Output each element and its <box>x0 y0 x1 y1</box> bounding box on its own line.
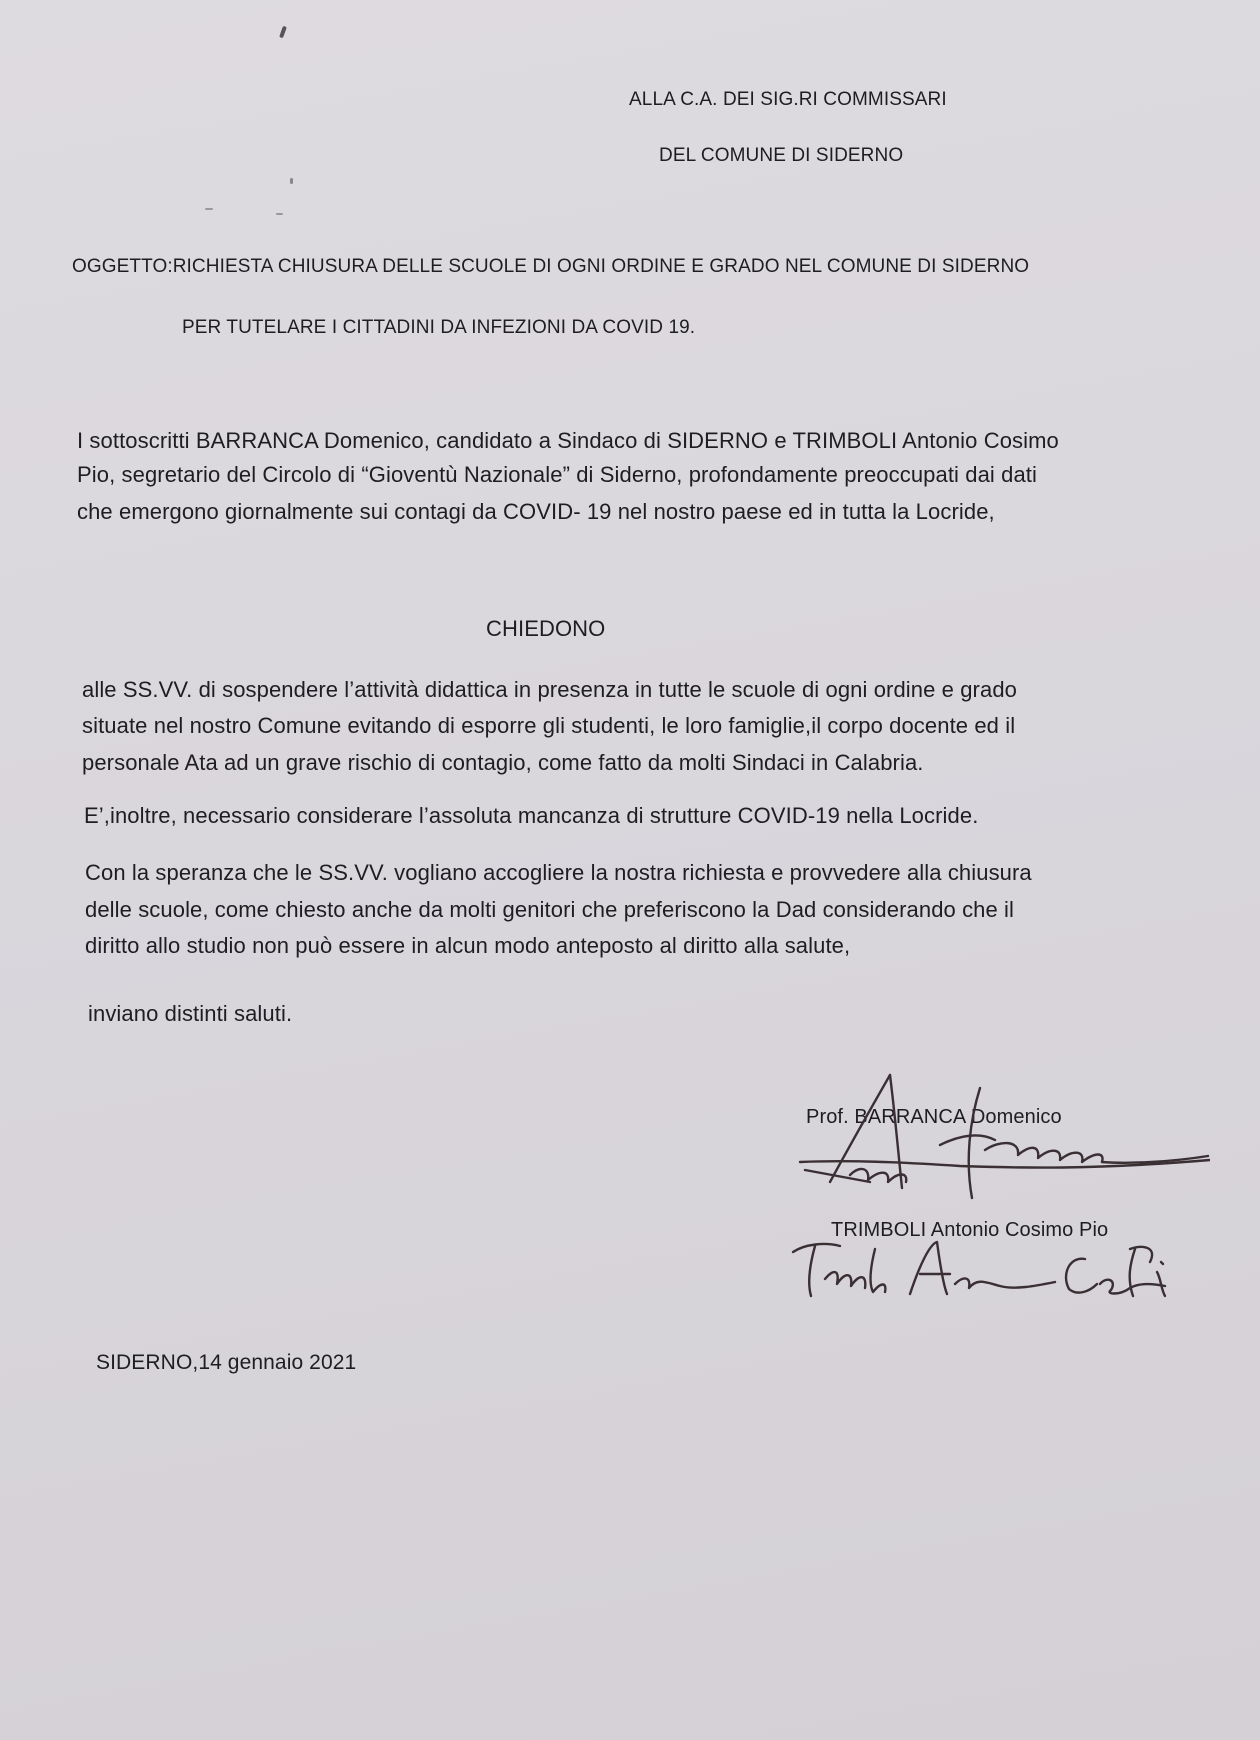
signatory-2-name: TRIMBOLI Antonio Cosimo Pio <box>831 1219 1109 1241</box>
place-date: SIDERNO,14 gennaio 2021 <box>96 1351 357 1374</box>
hope-line-2: delle scuole, come chiesto anche da molti genitori che preferiscono la Dad considerando che il <box>85 897 1015 922</box>
scan-speck <box>205 208 213 210</box>
intro-line-1: I sottoscritti BARRANCA Domenico, candidato a Sindaco di SIDERNO e TRIMBOLI Antonio Cosimo <box>77 428 1059 453</box>
subject-line-1: OGGETTO:RICHIESTA CHIUSURA DELLE SCUOLE DI OGNI ORDINE E GRADO NEL COMUNE DI SIDERNO <box>72 256 1030 277</box>
note-line: E’,inoltre, necessario considerare l’assoluta mancanza di strutture COVID-19 nella Locride. <box>84 803 979 828</box>
recipient-line-1: ALLA C.A. DEI SIG.RI COMMISSARI <box>629 89 947 110</box>
scan-speck <box>279 26 287 39</box>
signature-1 <box>790 1070 1210 1210</box>
intro-line-3: che emergono giornalmente sui contagi da COVID- 19 nel nostro paese ed in tutta la Locride, <box>77 499 995 524</box>
request-line-3: personale Ata ad un grave rischio di contagio, come fatto da molti Sindaci in Calabria. <box>82 750 924 775</box>
closing-line: inviano distinti saluti. <box>88 1001 293 1026</box>
request-line-1: alle SS.VV. di sospendere l’attività didattica in presenza in tutte le scuole di ogni ordine e grado <box>82 677 1017 702</box>
signatory-1-name: Prof. BARRANCA Domenico <box>806 1106 1062 1128</box>
subject-line-2: PER TUTELARE I CITTADINI DA INFEZIONI DA COVID 19. <box>182 317 696 338</box>
scan-speck <box>276 213 283 215</box>
request-line-2: situate nel nostro Comune evitando di esporre gli studenti, le loro famiglie,il corpo docente ed il <box>82 713 1016 738</box>
hope-line-3: diritto allo studio non può essere in alcun modo anteposto al diritto alla salute, <box>85 933 851 958</box>
hope-line-1: Con la speranza che le SS.VV. vogliano accogliere la nostra richiesta e provvedere alla chiusura <box>85 860 1032 885</box>
scan-speck <box>290 178 293 184</box>
intro-line-2: Pio, segretario del Circolo di “Gioventù Nazionale” di Siderno, profondamente preoccupati dai dati <box>77 462 1037 487</box>
request-heading: CHIEDONO <box>486 616 606 641</box>
signature-2 <box>785 1234 1185 1304</box>
recipient-line-2: DEL COMUNE DI SIDERNO <box>659 145 904 166</box>
